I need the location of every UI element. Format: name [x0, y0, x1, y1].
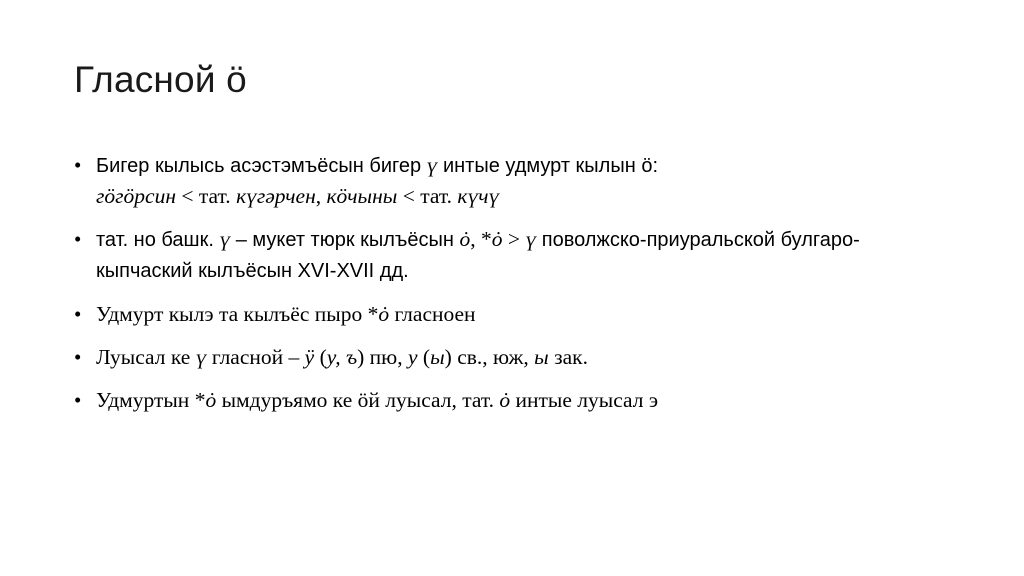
- bullet-2-plain-b: – мукет тюрк кылъёсын: [230, 229, 460, 251]
- list-item: [74, 299, 954, 329]
- bullet-3-plain-b: гласноен: [389, 302, 476, 326]
- bullet-4-italic-e: ы: [430, 345, 445, 369]
- bullet-4-plain-c: (: [314, 345, 327, 369]
- bullet-1-plain-c: < тат.: [176, 184, 237, 208]
- bullet-1-plain-e: < тат.: [397, 184, 458, 208]
- bullet-5-plain-b: ымдуръямо ке ӧй луысал, тат.: [216, 388, 500, 412]
- bullet-marker-icon: •: [74, 153, 82, 177]
- list-item-text: [96, 342, 954, 372]
- bullet-5-italic-a: ȯ: [205, 388, 217, 412]
- bullet-1-plain-d: ,: [315, 184, 327, 208]
- bullet-4-plain-d: ) пю,: [357, 345, 408, 369]
- page-title: Гласной ӧ: [74, 59, 247, 100]
- bullet-list: [74, 150, 954, 428]
- bullet-marker-icon: •: [74, 227, 82, 251]
- bullet-marker-icon: •: [74, 345, 82, 369]
- list-item: [74, 150, 954, 211]
- list-item: [74, 342, 954, 372]
- list-item-text: [96, 224, 954, 286]
- bullet-1-plain-a: Бигер кылысь асэстэмъёсын бигер: [96, 155, 427, 177]
- bullet-1-plain-b: интые удмурт кылын ӧ:: [437, 155, 659, 177]
- bullet-4-italic-f: ы: [534, 345, 549, 369]
- bullet-3-plain-a: Удмурт кылэ та кылъёс пыро *: [96, 302, 379, 326]
- bullet-5-italic-b: ȯ: [499, 388, 511, 412]
- bullet-5-plain-c: интые луысал э: [510, 388, 659, 412]
- bullet-4-italic-d: у: [408, 345, 418, 369]
- bullet-2-plain-e: поволжско-приуральской булгаро-кыпчаский кылъёсын XVI-XVII дд.: [96, 229, 860, 282]
- bullet-2-plain-c: , *: [470, 227, 492, 251]
- bullet-1-italic-a: ү: [426, 153, 438, 177]
- bullet-1-italic-d: кӧчыны: [326, 184, 398, 208]
- bullet-marker-icon: •: [74, 388, 82, 412]
- bullet-2-plain-a: тат. но башк.: [96, 229, 220, 251]
- bullet-1-italic-c: күгәрчен: [236, 184, 316, 208]
- list-item-text: [96, 299, 954, 329]
- bullet-4-plain-e: (: [417, 345, 431, 369]
- bullet-2-italic-a: ү: [219, 227, 231, 251]
- bullet-4-plain-b: гласной –: [206, 345, 305, 369]
- bullet-5-plain-a: Удмуртын *: [96, 388, 206, 412]
- bullet-4-plain-f: ) св., юж,: [444, 345, 535, 369]
- bullet-3-italic-a: ȯ: [378, 302, 390, 326]
- list-item: [74, 385, 954, 415]
- bullet-2-italic-c: ȯ: [491, 227, 503, 251]
- bullet-4-plain-g: зак.: [548, 345, 588, 369]
- bullet-4-italic-a: ү: [195, 345, 207, 369]
- list-item-text: [96, 385, 954, 415]
- bullet-2-italic-d: ү: [525, 227, 537, 251]
- bullet-4-italic-c: у, ъ: [326, 345, 358, 369]
- bullet-2-italic-b: ȯ: [459, 227, 471, 251]
- list-item-text: [96, 150, 954, 211]
- bullet-1-italic-b: гӧгӧрсин: [96, 184, 176, 208]
- bullet-2-plain-d: >: [502, 227, 526, 251]
- list-item: [74, 224, 954, 286]
- bullet-4-italic-b: ӱ: [304, 345, 315, 369]
- bullet-4-plain-a: Луысал ке: [96, 345, 196, 369]
- bullet-1-italic-e: күчү: [457, 184, 500, 208]
- bullet-marker-icon: •: [74, 302, 82, 326]
